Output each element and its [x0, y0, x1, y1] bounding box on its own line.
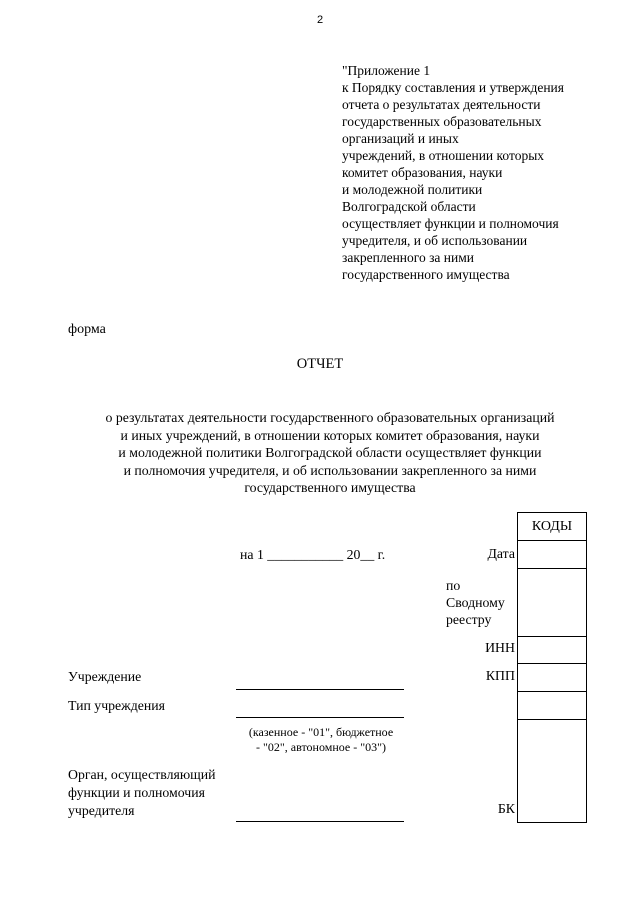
type-note-2: - "02", автономное - "03") [255, 740, 387, 754]
codes-table [517, 512, 587, 823]
label-bk: БК [497, 801, 515, 816]
document-title: ОТЧЕТ [296, 356, 344, 372]
subtitle-line: и молодежной политики Волгоградской области осуществляет функции [118, 445, 542, 460]
code-cell-registry[interactable] [518, 568, 586, 637]
appendix-line: государственного имущества [342, 267, 510, 282]
appendix-line: закрепленного за ними [342, 250, 475, 265]
appendix-line: к Порядку составления и утверждения [342, 80, 564, 95]
form-label: форма [68, 322, 106, 337]
code-cell-inn[interactable] [518, 636, 586, 664]
label-kpp: КПП [485, 668, 515, 683]
label-institution: Учреждение [68, 669, 142, 684]
organ-field-line[interactable] [236, 821, 404, 822]
label-organ-3: учредителя [68, 803, 135, 818]
page-number: 2 [316, 14, 324, 26]
subtitle-line: о результатах деятельности государственного образовательных организаций [105, 410, 555, 425]
type-note-1: (казенное - "01", бюджетное [248, 725, 394, 739]
appendix-line: комитет образования, науки [342, 165, 503, 180]
appendix-line: учреждений, в отношении которых [342, 148, 545, 163]
appendix-line: отчета о результатах деятельности [342, 97, 541, 112]
appendix-line: учредителя, и об использовании [342, 233, 528, 248]
appendix-line: государственных образовательных [342, 114, 542, 129]
code-cell-type[interactable] [518, 691, 586, 720]
appendix-block [342, 62, 612, 283]
appendix-line: осуществляет функции и полномочия [342, 216, 559, 231]
label-inn: ИНН [485, 640, 515, 655]
institution-field-line[interactable] [236, 689, 404, 690]
subtitle-line: государственного имущества [244, 480, 416, 495]
appendix-line: Волгоградской области [342, 199, 476, 214]
code-cell-kpp[interactable] [518, 663, 586, 692]
document-subtitle [60, 409, 600, 497]
institution-type-field-line[interactable] [236, 717, 404, 718]
subtitle-line: и иных учреждений, в отношении которых комитет образования, науки [120, 427, 540, 443]
label-organ-1: Орган, осуществляющий [68, 767, 216, 782]
label-institution-type: Тип учреждения [68, 698, 165, 713]
code-cell-date[interactable] [518, 540, 586, 569]
appendix-line: и молодежной политики [342, 182, 483, 197]
codes-header: КОДЫ [531, 519, 573, 534]
report-date-line: на 1 ___________ 20__ г. [240, 547, 386, 562]
label-registry-2: Сводному [446, 595, 505, 610]
subtitle-line: и полномочия учредителя, и об использовании закрепленного за ними [123, 462, 537, 478]
appendix-line: "Приложение 1 [342, 63, 431, 78]
label-registry-1: по [446, 578, 461, 593]
label-date: Дата [487, 546, 515, 561]
appendix-line: организаций и иных [342, 131, 459, 146]
label-registry-3: реестру [446, 612, 492, 627]
label-organ-2: функции и полномочия [68, 785, 205, 800]
codes-header-cell [518, 513, 586, 541]
